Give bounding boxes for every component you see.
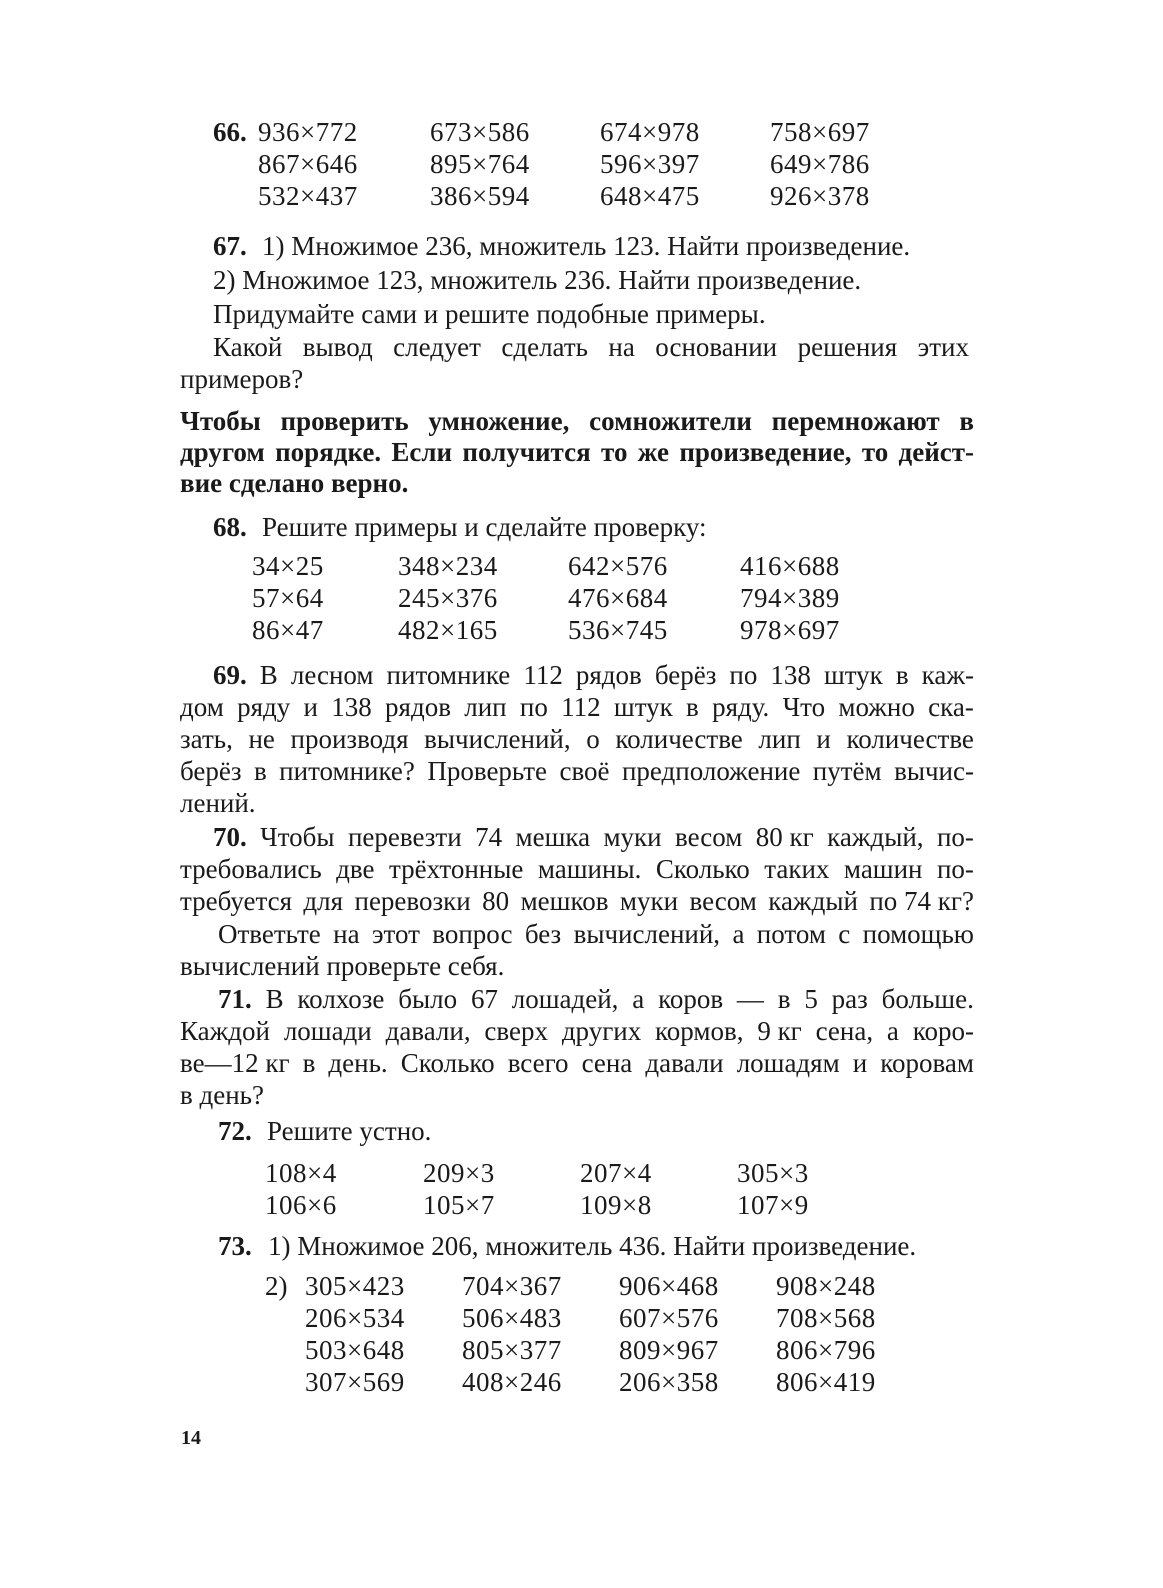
exercise-67-instruction: Придумайте сами и решите подобные примеры. [213, 299, 766, 329]
word: 80 кг [755, 822, 814, 852]
word: в [959, 406, 974, 436]
word: основании [655, 332, 778, 362]
exercise-70-number: 70. [213, 822, 247, 852]
word: было [398, 984, 458, 1014]
word: и [816, 724, 831, 754]
expression: 109×8 [580, 1190, 652, 1220]
word: сверх [484, 1016, 548, 1046]
word: и [852, 1048, 868, 1078]
word: кормов, [655, 1016, 744, 1046]
expression: 794×389 [740, 583, 840, 613]
word: лесном [290, 660, 374, 690]
exercise-67-question-end: примеров? [180, 364, 304, 394]
word: муки [619, 886, 679, 916]
expression: 245×376 [398, 583, 498, 613]
word: всего [507, 1048, 569, 1078]
expression: 108×4 [265, 1158, 337, 1188]
expression: 536×745 [568, 615, 668, 645]
exercise-69-number: 69. [213, 660, 247, 690]
word: ряду [237, 692, 291, 722]
word: трёхтонные [388, 854, 524, 884]
word: каждый [768, 886, 858, 916]
word: В [265, 984, 284, 1014]
word: по [729, 660, 758, 690]
word: машин [843, 854, 923, 884]
expression: 936×772 [258, 117, 358, 147]
expression: 305×3 [737, 1158, 809, 1188]
word: то [601, 437, 628, 467]
word: Если [391, 437, 453, 467]
expression: 106×6 [265, 1190, 337, 1220]
exercise-67-number: 67. [213, 231, 247, 261]
word: питомнике? [279, 756, 415, 786]
word: а [886, 1016, 899, 1046]
word: машины. [537, 854, 642, 884]
expression: 806×796 [776, 1335, 876, 1365]
word: то [861, 437, 889, 467]
exercise-67-part-2: 2) Множимое 123, множитель 236. Найти произведение. [213, 265, 862, 295]
word: в [777, 984, 791, 1014]
expression: 926×378 [770, 181, 870, 211]
expression: 209×3 [423, 1158, 495, 1188]
word: сомножители [589, 406, 752, 436]
word: без [524, 919, 562, 949]
word: ве—12 кг [180, 1048, 290, 1078]
word: лип [464, 692, 507, 722]
word: своё [559, 756, 610, 786]
word: Ответьте [218, 919, 321, 949]
word: — [736, 984, 764, 1014]
word: перевезти [347, 822, 462, 852]
word: 138 [770, 660, 811, 690]
word: помощью [862, 919, 974, 949]
word: перемножают [771, 406, 940, 436]
word: сена [581, 1048, 633, 1078]
word: каж- [921, 660, 974, 690]
expression: 503×648 [305, 1335, 405, 1365]
exercise-70-line-1 [213, 821, 974, 853]
exercise-70-line-5: вычислений проверьте себя. [180, 951, 505, 981]
exercise-68-number: 68. [213, 512, 247, 542]
word: 74 [475, 822, 503, 852]
word: вычислений, [424, 724, 571, 754]
word: вопрос [432, 919, 513, 949]
word: вычис- [894, 756, 974, 786]
word: Какой [213, 332, 283, 362]
exercise-72-number: 72. [218, 1116, 252, 1146]
word: же [637, 437, 669, 467]
word: раз [831, 984, 868, 1014]
expression: 57×64 [252, 583, 324, 613]
word: Чтобы [260, 822, 335, 852]
word: другом [180, 437, 265, 467]
word: лошадям [736, 1048, 840, 1078]
rule-line-2 [180, 436, 974, 468]
word: мешка [515, 822, 591, 852]
exercise-67-part-1: 1) Множимое 236, множитель 123. Найти произведение. [262, 231, 911, 261]
word: предположение [621, 756, 801, 786]
word: можно [838, 692, 915, 722]
exercise-71-number: 71. [218, 984, 252, 1014]
word: по 74 кг? [869, 886, 974, 916]
expression: 408×246 [462, 1367, 562, 1397]
word: 67 [470, 984, 498, 1014]
word: в [686, 692, 699, 722]
word: коровам [880, 1048, 974, 1078]
word: 112 [561, 692, 601, 722]
word: Сколько [400, 1048, 495, 1078]
word: и [303, 692, 318, 722]
expression: 674×978 [600, 117, 700, 147]
word: перевозки [354, 886, 471, 916]
exercise-71-line-3 [180, 1047, 974, 1079]
exercise-70-line-4 [218, 918, 974, 950]
expression: 307×569 [305, 1367, 405, 1397]
word: этих [917, 332, 969, 362]
expression: 34×25 [252, 551, 324, 581]
word: берёз [180, 756, 242, 786]
word: муки [603, 822, 662, 852]
word: а [732, 919, 745, 949]
word: не [248, 724, 275, 754]
word: по [519, 692, 548, 722]
word: по- [936, 822, 974, 852]
exercise-69-line-4 [180, 755, 974, 787]
expression: 895×764 [430, 149, 530, 179]
exercise-73-part-1: 1) Множимое 206, множитель 436. Найти произведение. [268, 1231, 917, 1261]
expression: 305×423 [305, 1271, 405, 1301]
word: дом [180, 692, 224, 722]
expression: 476×684 [568, 583, 668, 613]
word: в [253, 756, 267, 786]
expression: 805×377 [462, 1335, 562, 1365]
word: Проверьте [427, 756, 548, 786]
word: рядов [575, 660, 642, 690]
exercise-72-title: Решите устно. [267, 1116, 432, 1146]
word: вывод [302, 332, 373, 362]
word: по- [936, 854, 974, 884]
expression: 107×9 [737, 1190, 809, 1220]
word: Сколько [655, 854, 750, 884]
word: давали [645, 1048, 724, 1078]
expression: 416×688 [740, 551, 840, 581]
word: Чтобы [180, 406, 261, 436]
word: ряду. [712, 692, 770, 722]
word: питомнике [386, 660, 511, 690]
exercise-66-number: 66. [213, 117, 247, 147]
expression: 607×576 [619, 1303, 719, 1333]
expression: 482×165 [398, 615, 498, 645]
exercise-71-line-2 [180, 1015, 974, 1047]
word: рядов [385, 692, 451, 722]
expression: 206×358 [619, 1367, 719, 1397]
word: порядке. [275, 437, 382, 467]
expression: 596×397 [600, 149, 700, 179]
expression: 207×4 [580, 1158, 652, 1188]
word: путём [812, 756, 882, 786]
word: на [333, 919, 360, 949]
word: этот [371, 919, 420, 949]
expression: 708×568 [776, 1303, 876, 1333]
word: В [259, 660, 278, 690]
exercise-71-line-4: в день? [180, 1080, 264, 1110]
word: произведение, [679, 437, 852, 467]
expression: 105×7 [423, 1190, 495, 1220]
exercise-70-line-3 [180, 885, 974, 917]
word: Каждой [180, 1016, 270, 1046]
word: берёз [654, 660, 717, 690]
word: зать, [180, 724, 233, 754]
expression: 532×437 [258, 181, 358, 211]
expression: 704×367 [462, 1271, 562, 1301]
expression: 648×475 [600, 181, 700, 211]
word: день. [328, 1048, 388, 1078]
expression: 908×248 [776, 1271, 876, 1301]
word: лошади [283, 1016, 372, 1046]
word: вычислений, [573, 919, 721, 949]
expression: 86×47 [252, 615, 324, 645]
rule-line-3: вие сделано верно. [180, 468, 409, 498]
word: получится [462, 437, 591, 467]
word: давали, [385, 1016, 471, 1046]
word: умножение, [428, 406, 570, 436]
rule-line-1 [180, 405, 974, 437]
word: других [561, 1016, 642, 1046]
expression: 906×468 [619, 1271, 719, 1301]
expression: 673×586 [430, 117, 530, 147]
word: таких [764, 854, 830, 884]
word: две [336, 854, 375, 884]
exercise-70-line-2 [180, 853, 974, 885]
exercise-68-title: Решите примеры и сделайте проверку: [262, 512, 707, 542]
word: количестве [615, 724, 743, 754]
word: 80 [482, 886, 510, 916]
word: требовались [180, 854, 322, 884]
word: проверить [280, 406, 409, 436]
word: 9 кг [757, 1016, 802, 1046]
word: коров [658, 984, 724, 1014]
word: дейст- [898, 437, 974, 467]
expression: 386×594 [430, 181, 530, 211]
expression: 809×967 [619, 1335, 719, 1365]
page-number: 14 [181, 1427, 201, 1449]
word: требуется [180, 886, 292, 916]
word: весом [675, 822, 743, 852]
expression: 806×419 [776, 1367, 876, 1397]
expression: 206×534 [305, 1303, 405, 1333]
word: потом [756, 919, 826, 949]
word: сена, [815, 1016, 874, 1046]
exercise-71-line-1 [218, 983, 974, 1015]
word: с [838, 919, 851, 949]
word: коро- [912, 1016, 974, 1046]
word: а [632, 984, 645, 1014]
exercise-73-number: 73. [218, 1231, 252, 1261]
word: ска- [928, 692, 974, 722]
expression: 506×483 [462, 1303, 562, 1333]
word: следует [393, 332, 481, 362]
word: о [586, 724, 600, 754]
word: лошадей, [511, 984, 619, 1014]
word: в [895, 660, 909, 690]
exercise-69-line-1 [213, 659, 974, 691]
word: мешков [520, 886, 609, 916]
word: решения [797, 332, 898, 362]
exercise-73-part-2-label: 2) [265, 1271, 288, 1301]
word: больше. [881, 984, 974, 1014]
expression: 649×786 [770, 149, 870, 179]
word: весом [689, 886, 757, 916]
word: лип [758, 724, 801, 754]
word: колхозе [297, 984, 385, 1014]
expression: 758×697 [770, 117, 870, 147]
expression: 348×234 [398, 551, 498, 581]
expression: 642×576 [568, 551, 668, 581]
word: на [608, 332, 635, 362]
word: 112 [523, 660, 563, 690]
expression: 867×646 [258, 149, 358, 179]
word: Что [782, 692, 826, 722]
word: 138 [331, 692, 372, 722]
exercise-69-line-5: лений. [180, 788, 256, 818]
exercise-67-question-line [213, 331, 969, 363]
exercise-69-line-3 [180, 723, 974, 755]
word: 5 [804, 984, 818, 1014]
word: сделать [501, 332, 588, 362]
word: каждый, [827, 822, 924, 852]
word: производя [290, 724, 409, 754]
exercise-69-line-2 [180, 691, 974, 723]
expression: 978×697 [740, 615, 840, 645]
word: штук [613, 692, 673, 722]
word: для [303, 886, 344, 916]
word: в [302, 1048, 316, 1078]
word: количестве [846, 724, 974, 754]
word: штук [823, 660, 883, 690]
